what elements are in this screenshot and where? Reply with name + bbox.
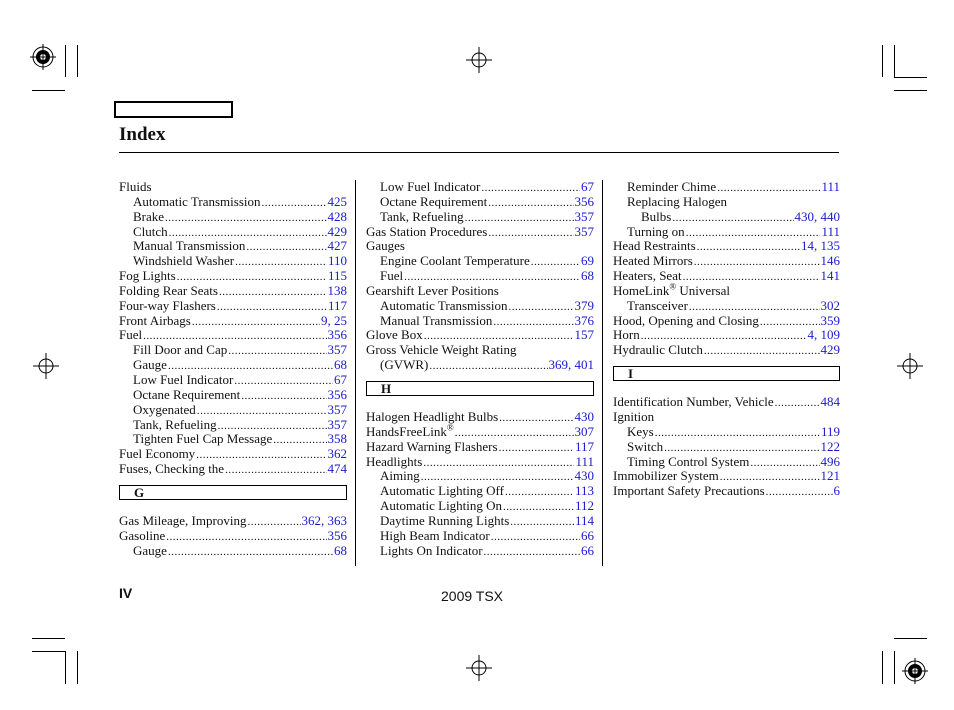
index-entry <box>366 358 594 373</box>
index-entry-label: Glove Box <box>366 327 423 343</box>
page-reference-link[interactable]: 357 <box>327 401 347 417</box>
column-divider <box>355 180 356 566</box>
index-entry <box>119 373 347 388</box>
page-reference-link[interactable]: 117 <box>327 297 347 313</box>
crosshair-icon <box>466 47 492 73</box>
page-reference-link[interactable]: 14, 135 <box>801 238 840 254</box>
index-entry <box>613 225 840 240</box>
index-entry-label: Front Airbags <box>119 312 191 328</box>
dot-leader <box>234 373 333 389</box>
page-reference-link[interactable]: 356 <box>327 327 347 343</box>
index-entry-label: Automatic Lighting On <box>380 498 503 514</box>
page-reference-link[interactable]: 115 <box>327 268 347 284</box>
page-reference-link[interactable]: 356 <box>574 193 594 209</box>
header-rule <box>119 152 839 153</box>
index-entry-label: Gauge <box>133 357 167 373</box>
index-entry-label: Low Fuel Indicator <box>133 371 234 387</box>
index-entry-label: Fuel Economy <box>119 446 196 462</box>
index-entry-label: Keys <box>627 423 654 439</box>
page-reference-link[interactable]: 496 <box>820 453 840 469</box>
dot-leader <box>775 395 820 411</box>
index-entry-label: Octane Requirement <box>380 193 488 209</box>
dot-leader <box>246 239 326 255</box>
index-entry <box>119 388 347 403</box>
page-reference-link[interactable]: 430, 440 <box>794 208 840 224</box>
dot-leader <box>423 455 574 471</box>
page-reference-link[interactable]: 66 <box>581 527 594 543</box>
page-reference-link[interactable]: 114 <box>574 512 594 528</box>
index-entry-label: Octane Requirement <box>133 386 241 402</box>
index-entry-label: Identification Number, Vehicle <box>613 394 774 410</box>
index-entry-label: Clutch <box>133 223 168 239</box>
dot-leader <box>499 440 574 456</box>
page-reference-link[interactable]: 358 <box>327 431 347 447</box>
dot-leader <box>697 239 800 255</box>
index-entry-label: Fluids <box>119 179 152 194</box>
index-entry <box>119 225 347 240</box>
dot-leader <box>655 425 820 441</box>
index-entry-label: Tank, Refueling <box>380 208 464 224</box>
index-entry-label: Gas Station Procedures <box>366 223 488 239</box>
index-column-3 <box>613 180 840 499</box>
index-entry <box>366 225 594 240</box>
index-entry <box>613 455 840 470</box>
page-reference-link[interactable]: 141 <box>820 268 840 284</box>
index-entry <box>119 447 347 462</box>
index-entry <box>366 328 594 343</box>
index-entry <box>119 358 347 373</box>
page-reference-link[interactable]: 111 <box>821 179 840 194</box>
index-entry <box>119 529 347 544</box>
index-entry <box>366 455 594 470</box>
dot-leader <box>241 388 326 404</box>
index-entry-label: Turning on <box>627 223 685 239</box>
index-entry <box>613 281 840 299</box>
index-entry-label: Headlights <box>366 453 423 469</box>
index-entry-label: Automatic Lighting Off <box>380 483 504 499</box>
index-entry-label: Lights On Indicator <box>380 542 483 558</box>
dot-leader <box>225 462 326 478</box>
page-reference-link[interactable]: 357 <box>327 342 347 358</box>
index-entry-label: Gauges <box>366 238 405 254</box>
crop-mark <box>32 638 65 639</box>
index-entry-label: Gasoline <box>119 527 166 543</box>
index-entry <box>613 343 840 358</box>
index-entry-label: Aiming <box>380 468 420 484</box>
dot-leader <box>704 343 820 359</box>
model-name: 2009 TSX <box>441 588 504 604</box>
index-entry <box>119 195 347 210</box>
index-entry <box>366 180 594 195</box>
index-entry <box>366 499 594 514</box>
index-entry-label: Fill Door and Cap <box>133 342 228 358</box>
crop-mark <box>882 651 883 684</box>
index-entry-label: Windshield Washer <box>133 253 235 269</box>
index-entry <box>119 284 347 299</box>
dot-leader <box>481 180 580 196</box>
page-reference-link[interactable]: 425 <box>327 193 347 209</box>
index-entry-label: Replacing Halogen <box>627 193 727 209</box>
index-entry <box>119 403 347 418</box>
page-reference-link[interactable]: 362 <box>327 446 347 462</box>
index-entry <box>366 410 594 425</box>
index-entry <box>366 195 594 210</box>
index-entry <box>366 269 594 284</box>
index-entry <box>613 254 840 269</box>
index-entry <box>613 425 840 440</box>
crop-mark <box>77 651 78 684</box>
index-entry-label: Reminder Chime <box>627 179 717 194</box>
crop-mark <box>882 45 883 77</box>
dot-leader <box>491 529 580 545</box>
index-entry-label: Hydraulic Clutch <box>613 342 703 358</box>
index-entry-label: (GVWR) <box>380 357 429 373</box>
crop-mark <box>32 651 65 652</box>
index-entry <box>366 440 594 455</box>
page-reference-link[interactable]: 484 <box>820 394 840 410</box>
section-letter-header: I <box>613 366 840 381</box>
dot-leader <box>235 254 327 270</box>
page-reference-link[interactable]: 4, 109 <box>807 327 840 343</box>
dot-leader <box>168 544 333 560</box>
page-reference-link[interactable]: 6 <box>833 483 840 499</box>
index-entry-label: Heaters, Seat <box>613 268 682 284</box>
index-entry <box>366 210 594 225</box>
dot-leader <box>694 254 820 270</box>
page-reference-link[interactable]: 302 <box>820 297 840 313</box>
crop-mark <box>65 45 66 77</box>
page-reference-link[interactable]: 357 <box>574 208 594 224</box>
dot-leader <box>219 284 327 300</box>
dot-leader <box>672 210 793 226</box>
index-entry <box>119 544 347 559</box>
page-reference-link[interactable]: 369, 401 <box>548 357 594 373</box>
page-reference-link[interactable]: 430 <box>574 468 594 484</box>
index-entry <box>119 180 347 195</box>
index-entry <box>119 328 347 343</box>
index-entry-label: Gearshift Lever Positions <box>366 282 499 298</box>
page-reference-link[interactable]: 430 <box>574 408 594 424</box>
index-entry <box>613 314 840 329</box>
dot-leader <box>493 314 573 330</box>
index-entry <box>119 418 347 433</box>
index-entry-label: Automatic Transmission <box>380 297 508 313</box>
index-entry <box>366 284 594 299</box>
index-entry <box>119 343 347 358</box>
page-reference-link[interactable]: 357 <box>574 223 594 239</box>
index-entry <box>366 514 594 529</box>
dot-leader <box>503 499 574 515</box>
index-entry <box>613 484 840 499</box>
index-entry <box>613 328 840 343</box>
index-entry-label: Gross Vehicle Weight Rating <box>366 342 517 358</box>
index-entry-label: Gas Mileage, Improving <box>119 512 247 528</box>
index-entry-label: Timing Control System <box>627 453 750 469</box>
page-number: IV <box>119 585 133 601</box>
index-entry-label: Halogen Headlight Bulbs <box>366 408 499 424</box>
page-reference-link[interactable]: 429 <box>327 223 347 239</box>
page-reference-link[interactable]: 119 <box>820 423 840 439</box>
page-reference-link[interactable]: 379 <box>574 297 594 313</box>
title-tab-box <box>114 101 233 118</box>
section-letter-header: H <box>366 381 594 396</box>
dot-leader <box>192 314 320 330</box>
registration-target-icon <box>30 44 56 70</box>
page-reference-link[interactable]: 110 <box>327 253 347 269</box>
index-entry-label: Important Safety Precautions <box>613 483 765 499</box>
index-column-1 <box>119 180 347 558</box>
index-entry-label: Oxygenated <box>133 401 196 417</box>
page-reference-link[interactable]: 357 <box>327 416 347 432</box>
page-reference-link[interactable]: 362, 363 <box>301 512 347 528</box>
index-entry-label: Tighten Fuel Cap Message <box>133 431 273 447</box>
dot-leader <box>273 432 326 448</box>
index-entry-label: Fuel <box>119 327 143 343</box>
index-entry-label: Brake <box>133 208 165 224</box>
page-reference-link[interactable]: 67 <box>334 371 347 387</box>
index-entry <box>366 529 594 544</box>
index-entry <box>366 254 594 269</box>
page-reference-link[interactable]: 138 <box>327 282 347 298</box>
index-entry <box>119 432 347 447</box>
index-entry-label: Hazard Warning Flashers <box>366 438 498 454</box>
index-entry <box>119 269 347 284</box>
index-entry <box>119 314 347 329</box>
crop-mark <box>894 90 927 91</box>
crop-mark <box>894 45 895 77</box>
index-entry-label: Hood, Opening and Closing <box>613 312 759 328</box>
page-reference-link[interactable]: 356 <box>327 527 347 543</box>
dot-leader <box>717 180 820 196</box>
index-entry-label: Tank, Refueling <box>133 416 217 432</box>
index-entry-label: Ignition <box>613 408 655 424</box>
crop-mark <box>32 90 65 91</box>
index-entry <box>366 422 594 440</box>
index-entry-label: Transceiver <box>627 297 688 313</box>
index-entry-label: Manual Transmission <box>380 312 493 328</box>
dot-leader <box>262 195 327 211</box>
dot-leader <box>509 299 574 315</box>
index-entry <box>119 239 347 254</box>
dot-leader <box>217 299 327 315</box>
page-reference-link[interactable]: 427 <box>327 238 347 254</box>
page-reference-link[interactable]: 117 <box>574 438 594 454</box>
index-entry-label: Gauge <box>133 542 167 558</box>
dot-leader <box>750 455 819 471</box>
index-entry <box>613 195 840 210</box>
index-entry-label: Fog Lights <box>119 268 176 284</box>
dot-leader <box>488 225 573 241</box>
index-entry <box>613 269 840 284</box>
index-entry <box>366 299 594 314</box>
index-entry-label: HandsFreeLink® <box>366 422 454 439</box>
index-entry <box>366 484 594 499</box>
index-entry <box>613 299 840 314</box>
crop-mark <box>894 638 927 639</box>
page-reference-link[interactable]: 67 <box>581 179 594 194</box>
page-reference-link[interactable]: 376 <box>574 312 594 328</box>
page-reference-link[interactable]: 157 <box>574 327 594 343</box>
index-entry-label: Immobilizer System <box>613 468 719 484</box>
index-entry-label: Fuel <box>380 268 404 284</box>
index-entry <box>613 180 840 195</box>
page-reference-link[interactable]: 112 <box>574 498 594 514</box>
registration-target-icon <box>902 658 928 684</box>
page-reference-link[interactable]: 113 <box>574 483 594 499</box>
index-entry <box>119 462 347 477</box>
index-entry-label: Automatic Transmission <box>133 193 261 209</box>
index-entry <box>613 239 840 254</box>
dot-leader <box>766 484 833 500</box>
section-letter-header: G <box>119 485 347 500</box>
page-reference-link[interactable]: 68 <box>581 268 594 284</box>
index-entry <box>366 469 594 484</box>
page-reference-link[interactable]: 111 <box>821 223 840 239</box>
dot-leader <box>429 358 547 374</box>
page-reference-link[interactable]: 429 <box>820 342 840 358</box>
crosshair-icon <box>466 655 492 681</box>
crop-mark <box>77 45 78 77</box>
page-reference-link[interactable]: 307 <box>574 423 594 439</box>
dot-leader <box>165 210 326 226</box>
crop-mark <box>65 651 66 684</box>
index-entry-label: Horn <box>613 327 640 343</box>
index-entry-label: Engine Coolant Temperature <box>380 253 530 269</box>
dot-leader <box>505 484 574 500</box>
page-reference-link[interactable]: 69 <box>581 253 594 269</box>
index-entry <box>119 254 347 269</box>
index-entry-label: Manual Transmission <box>133 238 246 254</box>
dot-leader <box>488 195 573 211</box>
index-entry-label: Head Restraints <box>613 238 696 254</box>
index-entry <box>366 544 594 559</box>
page-reference-link[interactable]: 359 <box>820 312 840 328</box>
dot-leader <box>531 254 580 270</box>
index-column-2 <box>366 180 594 558</box>
dot-leader <box>499 410 573 426</box>
index-entry <box>119 514 347 529</box>
index-entry <box>119 210 347 225</box>
index-entry-label: Daytime Running Lights <box>380 512 510 528</box>
dot-leader <box>484 544 580 560</box>
dot-leader <box>228 343 326 359</box>
page-title: Index <box>119 124 166 145</box>
index-entry-label: High Beam Indicator <box>380 527 490 543</box>
index-entry-label: Four-way Flashers <box>119 297 216 313</box>
index-entry <box>366 343 594 358</box>
column-divider <box>602 180 603 566</box>
dot-leader <box>166 529 326 545</box>
dot-leader <box>510 514 574 530</box>
page-reference-link[interactable]: 146 <box>820 253 840 269</box>
crosshair-icon <box>897 353 923 379</box>
index-entry <box>613 395 840 410</box>
crosshair-icon <box>33 353 59 379</box>
index-entry-label: Fuses, Checking the <box>119 461 225 477</box>
page-reference-link[interactable]: 428 <box>327 208 347 224</box>
index-entry-label: Folding Rear Seats <box>119 282 218 298</box>
index-entry <box>613 410 840 425</box>
page-reference-link[interactable]: 111 <box>575 453 594 469</box>
index-entry-label: Low Fuel Indicator <box>380 179 481 194</box>
index-entry <box>613 440 840 455</box>
index-entry-label: Switch <box>627 438 664 454</box>
page-reference-link[interactable]: 9, 25 <box>321 312 347 328</box>
index-entry <box>366 239 594 254</box>
page-reference-link[interactable]: 122 <box>820 438 840 454</box>
page-reference-link[interactable]: 68 <box>334 357 347 373</box>
page-reference-link[interactable]: 68 <box>334 542 347 558</box>
index-entry <box>119 299 347 314</box>
index-entry <box>366 314 594 329</box>
page-reference-link[interactable]: 356 <box>327 386 347 402</box>
crop-mark <box>894 77 927 78</box>
index-entry-label: HomeLink® Universal <box>613 281 730 298</box>
page-reference-link[interactable]: 66 <box>581 542 594 558</box>
index-entry <box>613 469 840 484</box>
index-entry-label: Heated Mirrors <box>613 253 693 269</box>
index-entry-label: Bulbs <box>641 208 672 224</box>
index-entry <box>613 210 840 225</box>
page-reference-link[interactable]: 121 <box>820 468 840 484</box>
page-reference-link[interactable]: 474 <box>327 461 347 477</box>
crop-mark <box>894 651 895 684</box>
dot-leader <box>247 514 300 530</box>
